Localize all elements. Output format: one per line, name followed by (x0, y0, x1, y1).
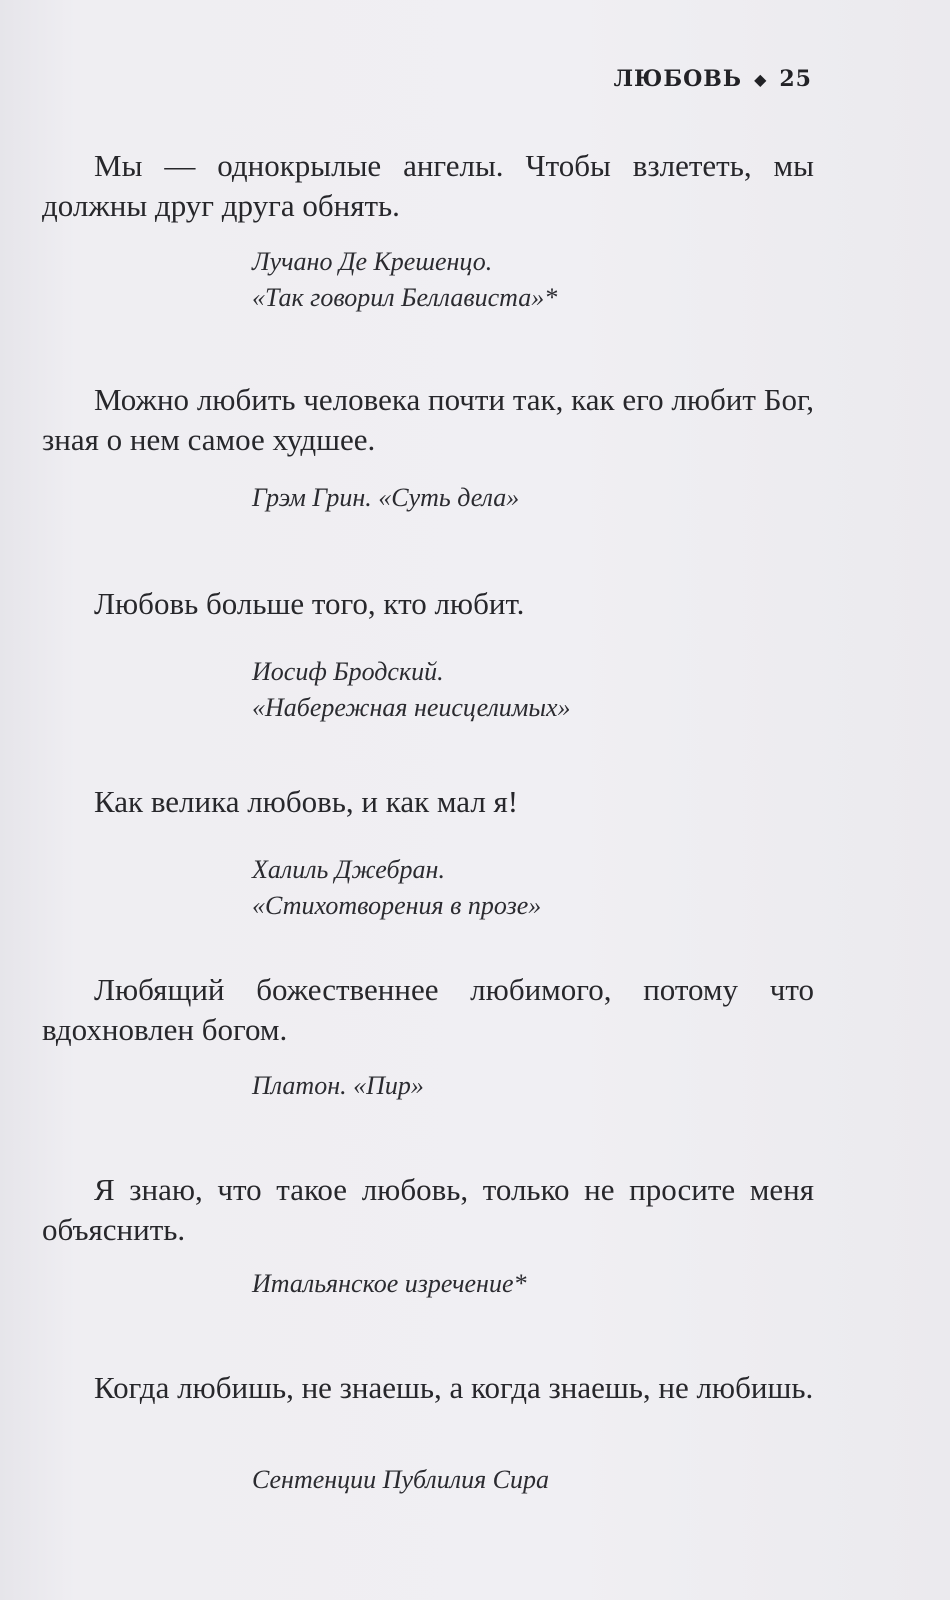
quote-2-text: Можно любить человека почти так, как его любит Бог, зная о нем самое худшее. (42, 382, 814, 457)
quote-5-author: Платон. «Пир» (252, 1071, 424, 1100)
diamond-icon: ◆ (754, 69, 768, 89)
quote-7-text: Когда любишь, не знаешь, а когда знаешь, не любишь. (94, 1370, 814, 1405)
quote-3-text: Любовь больше того, кто любит. (94, 586, 525, 621)
quote-5-text: Любящий божественнее любимого, потому что вдохновлен богом. (42, 972, 814, 1047)
quote-4-author: Халиль Джебран. (252, 855, 445, 884)
quote-2-attribution (252, 480, 812, 516)
quote-1-author: Лучано Де Крешенцо. (252, 247, 493, 276)
quote-5-attribution (252, 1068, 812, 1104)
quote-4-source: «Стихотворения в прозе» (252, 891, 542, 920)
quote-4-text: Как велика любовь, и как мал я! (94, 784, 519, 819)
page-number: 25 (779, 66, 812, 92)
running-header (614, 66, 812, 92)
quote-3-attribution (252, 654, 812, 726)
quote-6-author: Итальянское изречение* (252, 1269, 527, 1298)
quote-2-author: Грэм Грин. «Суть дела» (252, 483, 520, 512)
quote-3-author: Иосиф Бродский. (252, 657, 444, 686)
quote-7-author: Сентенции Публилия Сира (252, 1465, 550, 1494)
quote-1-source: «Так говорил Беллависта»* (252, 283, 558, 312)
quote-1-attribution (252, 244, 812, 316)
quote-6-attribution (252, 1266, 812, 1302)
quote-3-source: «Набережная неисцелимых» (252, 693, 571, 722)
quote-7-attribution (252, 1462, 812, 1498)
quote-6-text: Я знаю, что такое любовь, только не просите меня объяснить. (42, 1172, 814, 1247)
chapter-title: ЛЮБОВЬ (613, 66, 743, 92)
quote-4-attribution (252, 852, 812, 924)
quote-1-text: Мы — однокрылые ангелы. Чтобы взлететь, мы должны друг друга обнять. (42, 148, 814, 223)
